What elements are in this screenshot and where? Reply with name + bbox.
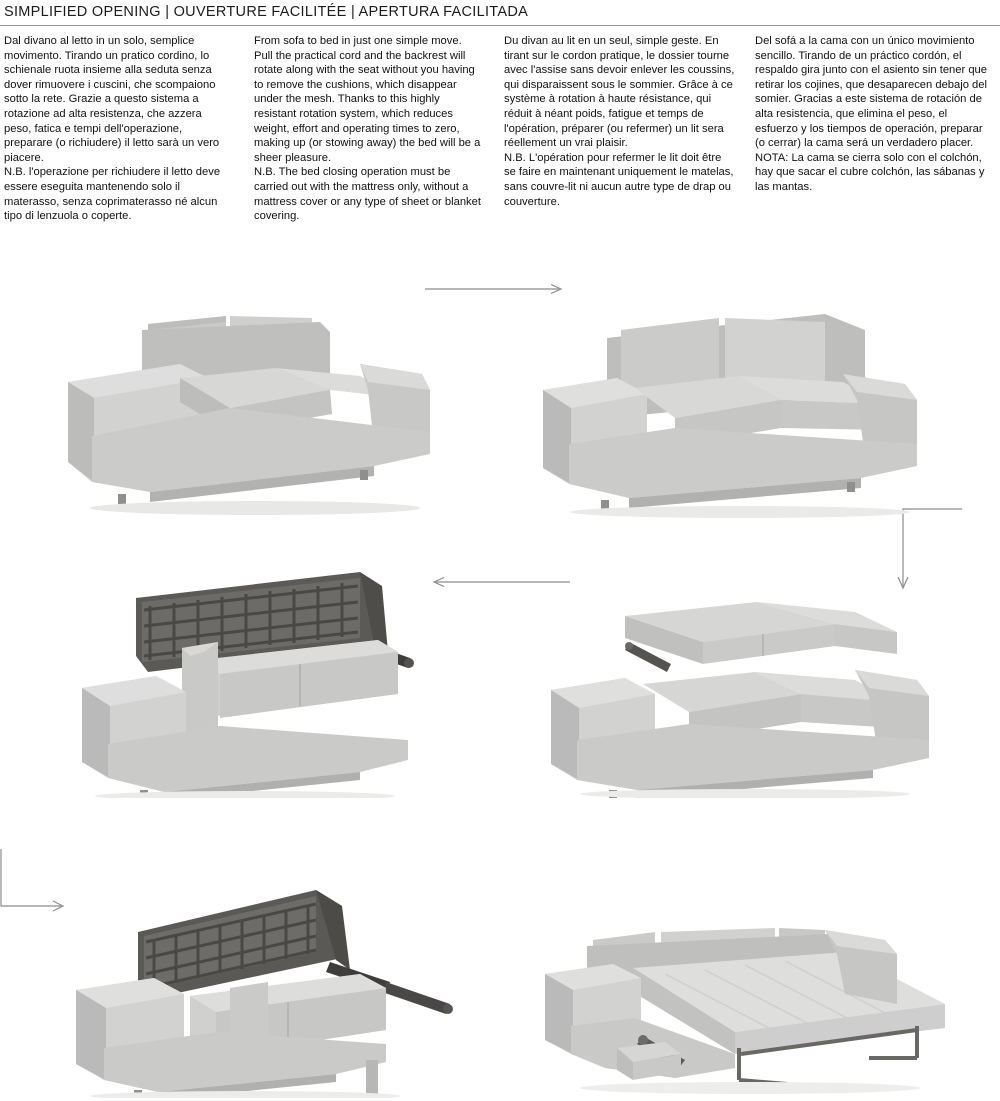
paragraph-note: NOTA: La cama se cierra solo con el colchón, hay que sacar el cubre colchón, las sábanas y las mantas. <box>755 151 985 193</box>
paragraph-note: N.B. The bed closing operation must be carried out with the mattress only, without a mattress cover or any type of sheet or blanket covering. <box>254 166 481 223</box>
paragraph-note: N.B. l'operazione per richiudere il letto deve essere eseguita mantenendo solo il materasso, senza coprimaterasso né alcun tipo di lenzuola o coperte. <box>4 166 221 223</box>
description-column-french <box>504 34 736 209</box>
description-column-english <box>254 34 482 224</box>
page-header <box>0 0 1000 26</box>
figure-step-6 <box>525 908 975 1098</box>
figure-step-3 <box>30 548 460 798</box>
paragraph: Del sofá a la cama con un único movimiento sencillo. Tirando de un práctico cordón, el respaldo gira junto con el asiento sin tener que retirar los cojines, que desaparecen debajo del somier. Gracias a este sistema de rotación de alta resistencia, que elimina el peso, el esfuerzo y los tiempos de operación, preparar (o cerrar) la cama será un verdadero placer. <box>755 35 987 150</box>
header-divider <box>0 25 1000 26</box>
step-figures <box>0 258 1000 1101</box>
description-column-italian <box>4 34 232 224</box>
figure-step-5 <box>30 878 480 1098</box>
page-title: SIMPLIFIED OPENING | OUVERTURE FACILITÉE | APERTURA FACILITADA <box>4 4 529 20</box>
paragraph: From sofa to bed in just one simple move. Pull the practical cord and the backrest will rotate along with the seat without you having to remove the cushions, which disappear under the mesh. Thanks to this highly resistant rotation system, which reduces weight, effort and operating times to zero, making up (or stowing away) the bed will be a sheer pleasure. <box>254 35 481 164</box>
paragraph-note: N.B. L'opération pour refermer le lit doit être se faire en maintenant uniquement le matelas, sans couvre-lit ni aucun autre type de drap ou couverture. <box>504 151 734 208</box>
figure-step-4 <box>525 598 955 798</box>
figure-step-1 <box>30 286 460 516</box>
arrow-right-down-icon <box>893 508 963 598</box>
description-column-spanish <box>755 34 987 195</box>
figure-step-2 <box>525 278 955 518</box>
paragraph: Du divan au lit en un seul, simple geste. En tirant sur le cordon pratique, le dossier tourne avec l'assise sans devoir enlever les coussins, qui disparaissent sous le sommier. Grâce à ce système à rotation à haute résistance, qui réduit à néant poids, fatigue et temps de l'opération, préparer (ou refermer) un lit sera réellement un vrai plaisir. <box>504 35 735 150</box>
paragraph: Dal divano al letto in un solo, semplice movimento. Tirando un pratico cordino, lo schienale ruota insieme alla seduta senza dover rimuovere i cuscini, che scompaiono sotto la rete. Grazie a questo sistema a rotazione ad alta resistenza, che azzera peso, fatica e tempi dell'operazione, preparare (o richiudere) il letto sarà un vero piacere. <box>4 35 220 164</box>
description-columns <box>0 34 1000 244</box>
